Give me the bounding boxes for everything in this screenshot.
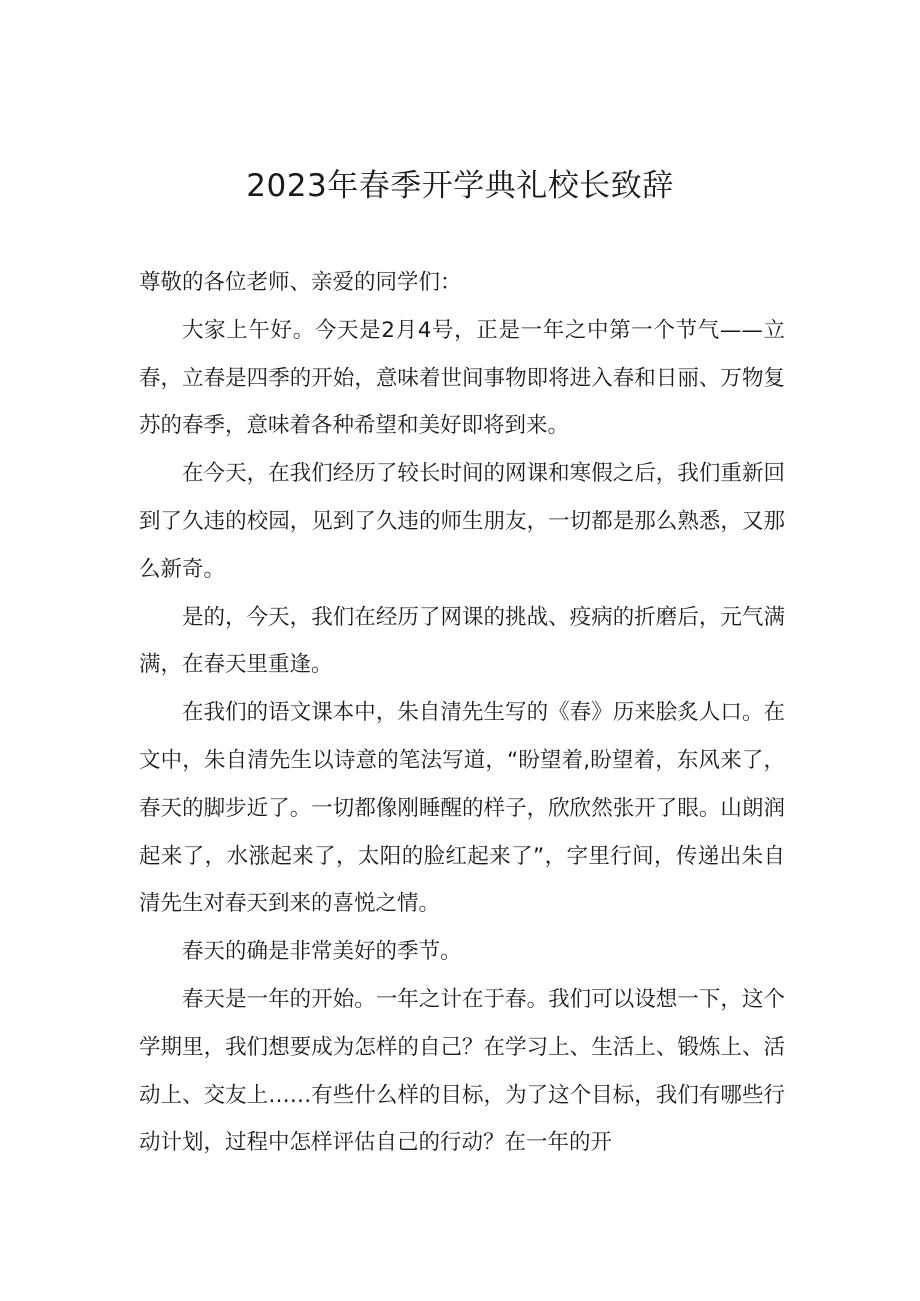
salutation: 尊敬的各位老师、亲爱的同学们： <box>139 270 462 295</box>
paragraph: 在我们的语文课本中，朱自清先生写的《春》历来脍炙人口。在文中，朱自清先生以诗意的笔法写道，“盼望着,盼望着，东风来了，春天的脚步近了。一切都像刚睡醒的样子，欣欣然张开了眼。山朗润起来了，水涨起来了，太阳的脸红起来了”，字里行间，传递出朱自清先生对春天到来的喜悦之情。 <box>139 700 785 917</box>
document-body <box>139 259 785 1167</box>
paragraph: 春天的确是非常美好的季节。 <box>182 939 462 965</box>
paragraph: 在今天，在我们经历了较长时间的网课和寒假之后，我们重新回到了久违的校园，见到了久违的师生朋友，一切都是那么熟悉，又那么新奇。 <box>139 461 785 582</box>
paragraph: 大家上午好。今天是2月4号，正是一年之中第一个节气——立春，立春是四季的开始，意味着世间事物即将进入春和日丽、万物复苏的春季，意味着各种希望和美好即将到来。 <box>139 317 785 439</box>
document-title: 2023年春季开学典礼校长致辞 <box>246 168 674 204</box>
paragraph: 春天是一年的开始。一年之计在于春。我们可以设想一下，这个学期里，我们想要成为怎样的自己？在学习上、生活上、锻炼上、活动上、交友上……有些什么样的目标，为了这个目标，我们有哪些行动计划，过程中怎样评估自己的行动？在一年的开 <box>139 986 785 1156</box>
paragraph: 是的，今天，我们在经历了网课的挑战、疫病的折磨后，元气满满，在春天里重逢。 <box>139 604 785 678</box>
